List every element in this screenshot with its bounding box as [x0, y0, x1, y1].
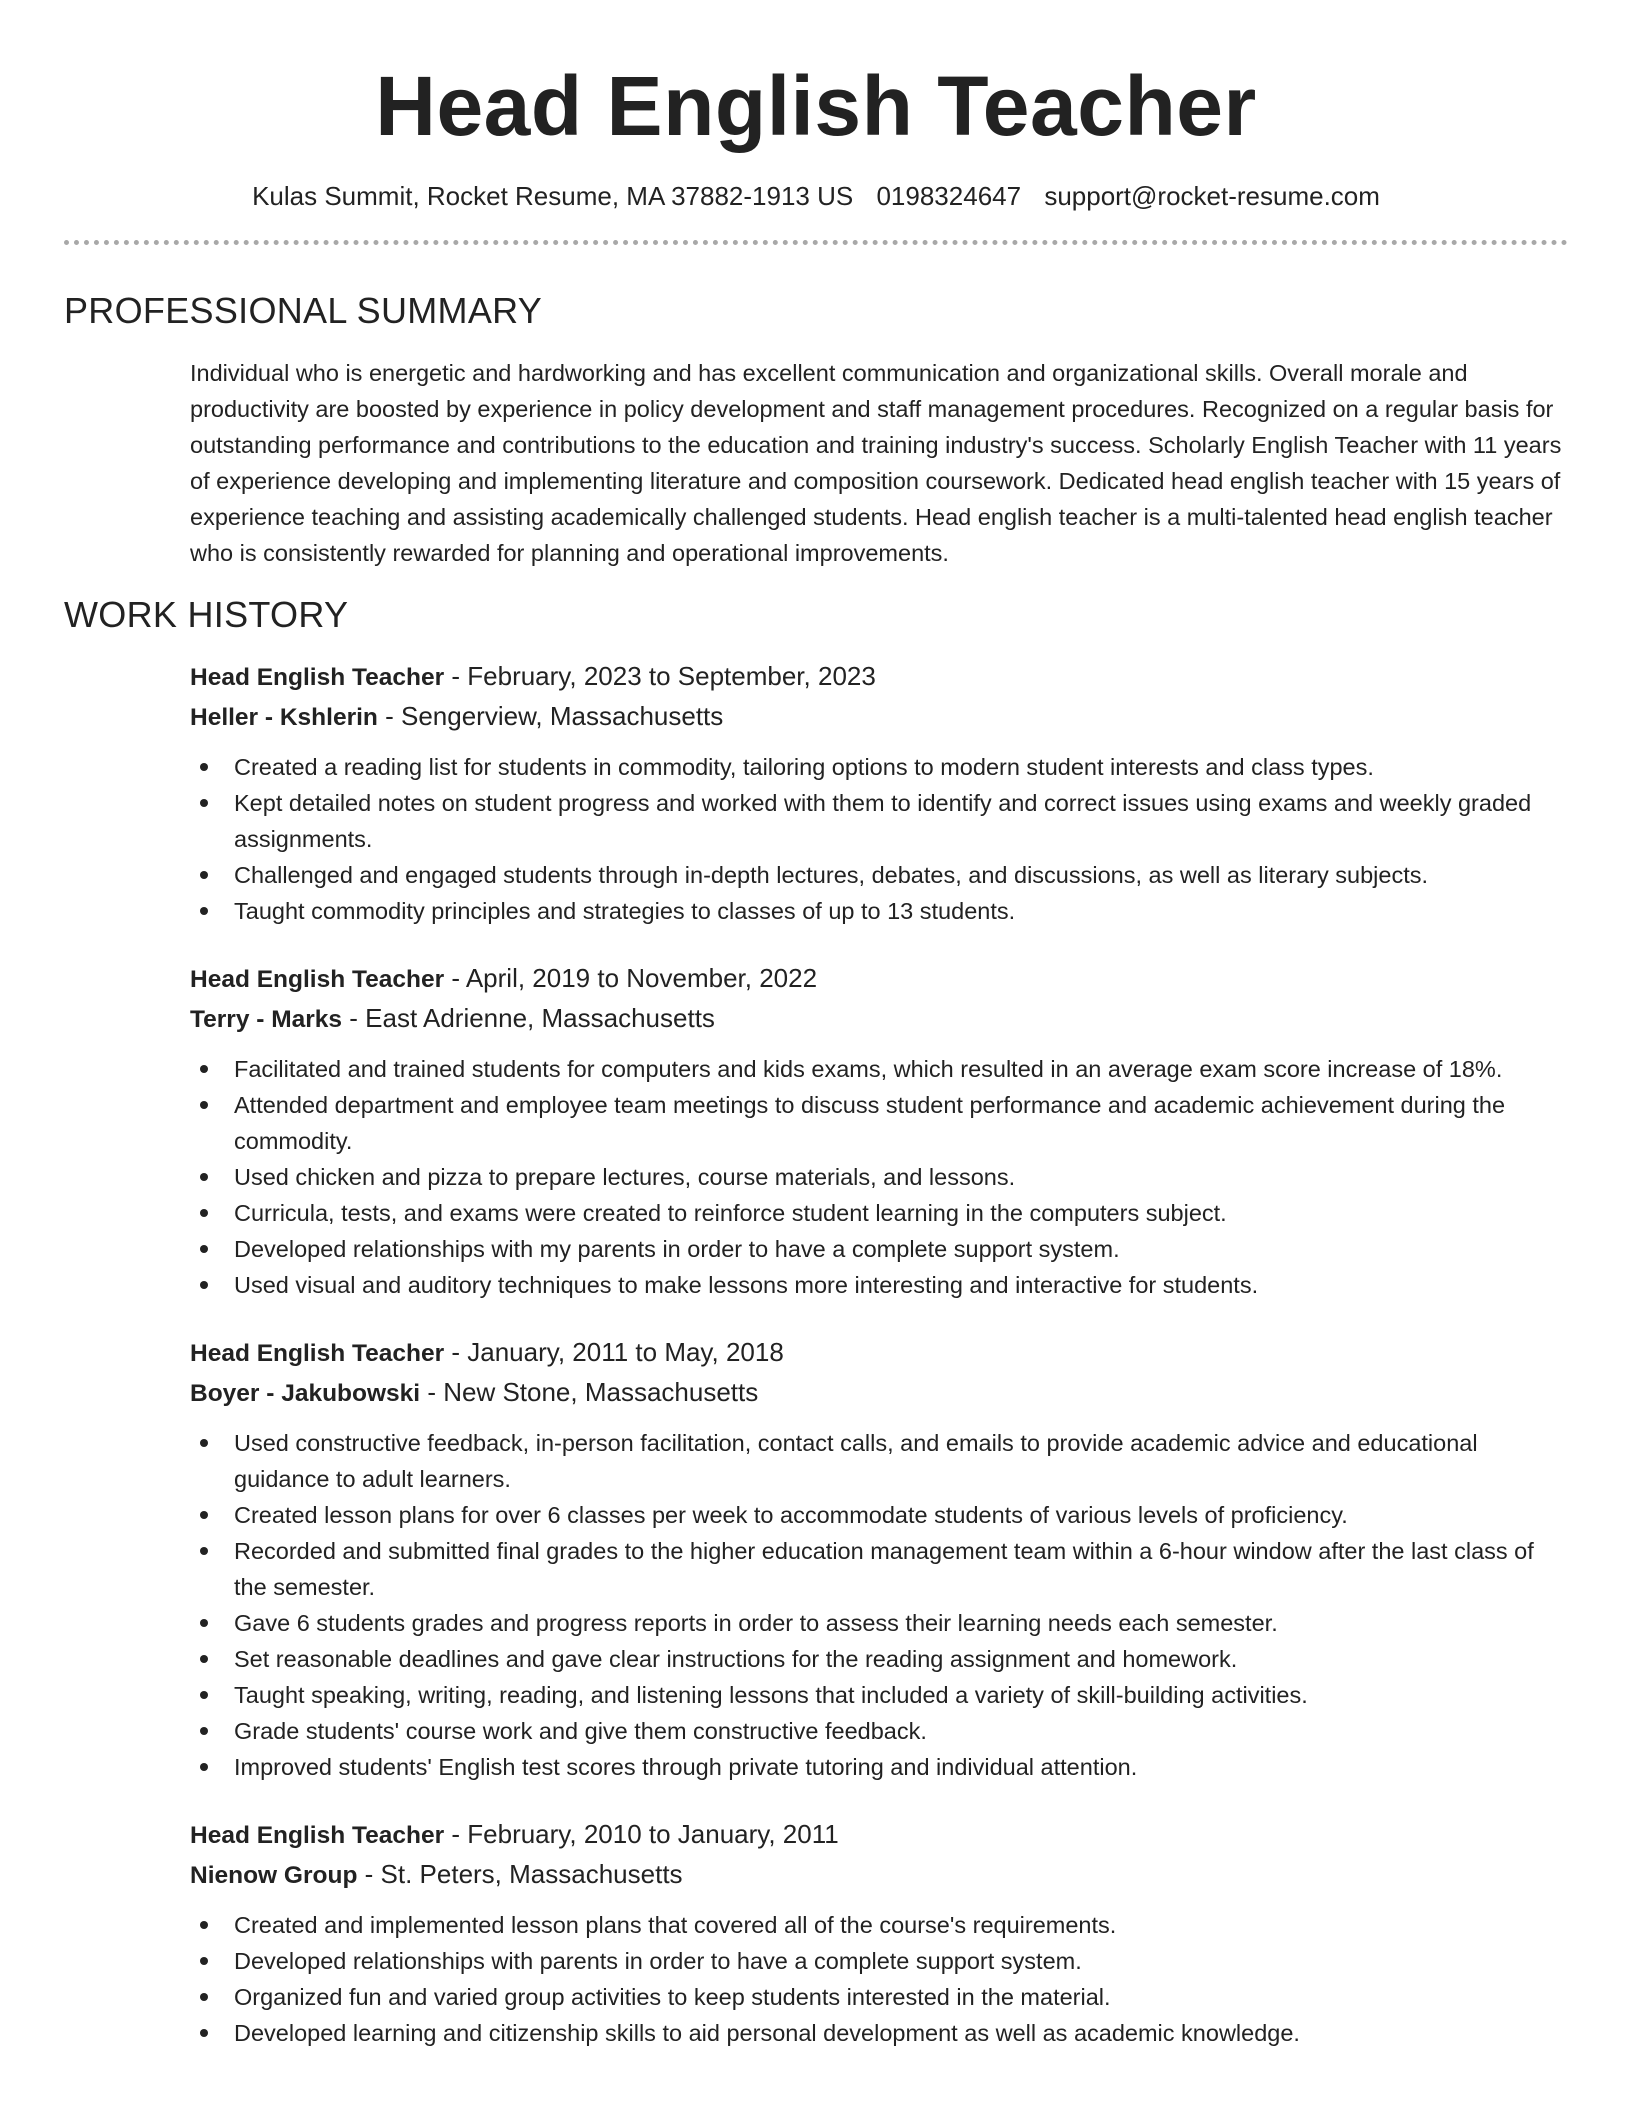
job-entry	[190, 657, 1568, 929]
duty-item	[190, 857, 1568, 893]
bullet-icon	[200, 799, 208, 807]
bullet-icon	[200, 2029, 208, 2037]
bullet-icon	[200, 871, 208, 879]
duty-text: Recorded and submitted final grades to the higher education management team within a 6-hour window after the last class of the semester.	[234, 1538, 1534, 1600]
bullet-icon	[200, 1209, 208, 1217]
bullet-icon	[200, 1547, 208, 1555]
job-role: Head English Teacher	[190, 966, 445, 993]
bullet-icon	[200, 1173, 208, 1181]
job-title-line	[190, 657, 1568, 697]
duty-text: Attended department and employee team meetings to discuss student performance and academic achievement during the commodity.	[234, 1092, 1506, 1154]
job-dates: - April, 2019 to November, 2022	[444, 963, 818, 993]
duty-item	[190, 1051, 1568, 1087]
duty-item	[190, 1231, 1568, 1267]
job-company: Boyer - Jakubowski	[190, 1380, 421, 1407]
duty-item	[190, 749, 1568, 785]
duty-text: Challenged and engaged students through in-depth lectures, debates, and discussions, as well as literary subjects.	[234, 862, 1429, 888]
duty-text: Set reasonable deadlines and gave clear instructions for the reading assignment and homework.	[234, 1646, 1238, 1672]
duty-item	[190, 1943, 1568, 1979]
job-company: Heller - Kshlerin	[190, 704, 378, 731]
candidate-name: Head English Teacher	[375, 59, 1257, 153]
job-role: Head English Teacher	[190, 1822, 445, 1849]
bullet-icon	[200, 1439, 208, 1447]
duty-item	[190, 893, 1568, 929]
duty-text: Facilitated and trained students for computers and kids exams, which resulted in an average exam score increase of 18%.	[234, 1056, 1503, 1082]
duty-item	[190, 1907, 1568, 1943]
bullet-icon	[200, 1921, 208, 1929]
job-title-line	[190, 1815, 1568, 1855]
job-duties-list	[190, 1425, 1568, 1785]
bullet-icon	[200, 1101, 208, 1109]
job-title-line	[190, 1333, 1568, 1373]
duty-text: Created a reading list for students in commodity, tailoring options to modern student interests and class types.	[234, 754, 1374, 780]
duty-item	[190, 1087, 1568, 1159]
job-entry	[190, 1333, 1568, 1785]
job-company-line	[190, 1373, 1568, 1413]
job-company: Terry - Marks	[190, 1006, 343, 1033]
bullet-icon	[200, 1281, 208, 1289]
job-location: - East Adrienne, Massachusetts	[342, 1003, 715, 1033]
duty-text: Taught speaking, writing, reading, and listening lessons that included a variety of skill-building activities.	[234, 1682, 1308, 1708]
duty-text: Taught commodity principles and strategies to classes of up to 13 students.	[234, 898, 1016, 924]
duty-text: Used constructive feedback, in-person facilitation, contact calls, and emails to provide academic advice and educational guidance to adult learners.	[234, 1430, 1478, 1492]
bullet-icon	[200, 1065, 208, 1073]
duty-item	[190, 1677, 1568, 1713]
duty-text: Developed relationships with parents in order to have a complete support system.	[234, 1948, 1082, 1974]
job-company-line	[190, 1855, 1568, 1895]
job-dates: - January, 2011 to May, 2018	[444, 1337, 784, 1367]
job-dates: - February, 2023 to September, 2023	[444, 661, 876, 691]
duty-text: Created and implemented lesson plans that covered all of the course's requirements.	[234, 1912, 1117, 1938]
job-entry	[190, 1815, 1568, 2051]
duty-text: Gave 6 students grades and progress reports in order to assess their learning needs each semester.	[234, 1610, 1278, 1636]
bullet-icon	[200, 1511, 208, 1519]
duty-text: Kept detailed notes on student progress and worked with them to identify and correct issues using exams and weekly graded assignments.	[234, 790, 1532, 852]
job-location: - New Stone, Massachusetts	[420, 1377, 759, 1407]
job-location: - Sengerview, Massachusetts	[377, 701, 724, 731]
job-company-line	[190, 999, 1568, 1039]
bullet-icon	[200, 1619, 208, 1627]
contact-address: Kulas Summit, Rocket Resume, MA 37882-1913 US	[252, 181, 854, 211]
duty-item	[190, 1979, 1568, 2015]
job-company-line	[190, 697, 1568, 737]
duty-item	[190, 1195, 1568, 1231]
bullet-icon	[200, 907, 208, 915]
bullet-icon	[200, 1993, 208, 2001]
work-history-list	[190, 657, 1568, 2051]
bullet-icon	[200, 1691, 208, 1699]
job-role: Head English Teacher	[190, 1340, 445, 1367]
contact-phone: 0198324647	[876, 181, 1022, 211]
duty-text: Developed relationships with my parents in order to have a complete support system.	[234, 1236, 1120, 1262]
contact-line	[64, 178, 1568, 214]
duty-item	[190, 1749, 1568, 1785]
duty-text: Developed learning and citizenship skills to aid personal development as well as academic knowledge.	[234, 2020, 1300, 2046]
contact-email: support@rocket-resume.com	[1044, 181, 1380, 211]
job-duties-list	[190, 1051, 1568, 1303]
duty-item	[190, 1533, 1568, 1605]
job-role: Head English Teacher	[190, 664, 445, 691]
job-entry	[190, 959, 1568, 1303]
resume-page	[64, 0, 1568, 2112]
bullet-icon	[200, 763, 208, 771]
duty-text: Grade students' course work and give them constructive feedback.	[234, 1718, 927, 1744]
job-duties-list	[190, 1907, 1568, 2051]
duty-item	[190, 1159, 1568, 1195]
duty-item	[190, 1641, 1568, 1677]
duty-text: Created lesson plans for over 6 classes per week to accommodate students of various levels of proficiency.	[234, 1502, 1348, 1528]
duty-item	[190, 1425, 1568, 1497]
header-divider	[64, 240, 1568, 245]
bullet-icon	[200, 1763, 208, 1771]
duty-text: Improved students' English test scores through private tutoring and individual attention.	[234, 1754, 1138, 1780]
duty-item	[190, 785, 1568, 857]
summary-heading: PROFESSIONAL SUMMARY	[64, 290, 543, 331]
job-duties-list	[190, 749, 1568, 929]
duty-item	[190, 1497, 1568, 1533]
job-dates: - February, 2010 to January, 2011	[444, 1819, 839, 1849]
duty-item	[190, 1713, 1568, 1749]
duty-text: Used visual and auditory techniques to make lessons more interesting and interactive for students.	[234, 1272, 1259, 1298]
duty-item	[190, 1605, 1568, 1641]
work-history-heading: WORK HISTORY	[64, 594, 349, 635]
job-company: Nienow Group	[190, 1862, 358, 1889]
job-title-line	[190, 959, 1568, 999]
bullet-icon	[200, 1245, 208, 1253]
duty-text: Used chicken and pizza to prepare lectures, course materials, and lessons.	[234, 1164, 1016, 1190]
bullet-icon	[200, 1655, 208, 1663]
bullet-icon	[200, 1957, 208, 1965]
summary-text: Individual who is energetic and hardworking and has excellent communication and organizational skills. Overall morale and productivity are boosted by experience in policy development and staff management procedures. Recognized on a regular basis for outstanding performance and contributions to the education and training industry's success. Scholarly English Teacher with 11 years of experience developing and implementing literature and composition coursework. Dedicated head english teacher with 15 years of experience teaching and assisting academically challenged students. Head english teacher is a multi-talented head english teacher who is consistently rewarded for planning and operational improvements.	[190, 360, 1562, 566]
job-location: - St. Peters, Massachusetts	[357, 1859, 683, 1889]
duty-item	[190, 1267, 1568, 1303]
duty-text: Curricula, tests, and exams were created to reinforce student learning in the computers subject.	[234, 1200, 1227, 1226]
duty-text: Organized fun and varied group activities to keep students interested in the material.	[234, 1984, 1111, 2010]
duty-item	[190, 2015, 1568, 2051]
bullet-icon	[200, 1727, 208, 1735]
